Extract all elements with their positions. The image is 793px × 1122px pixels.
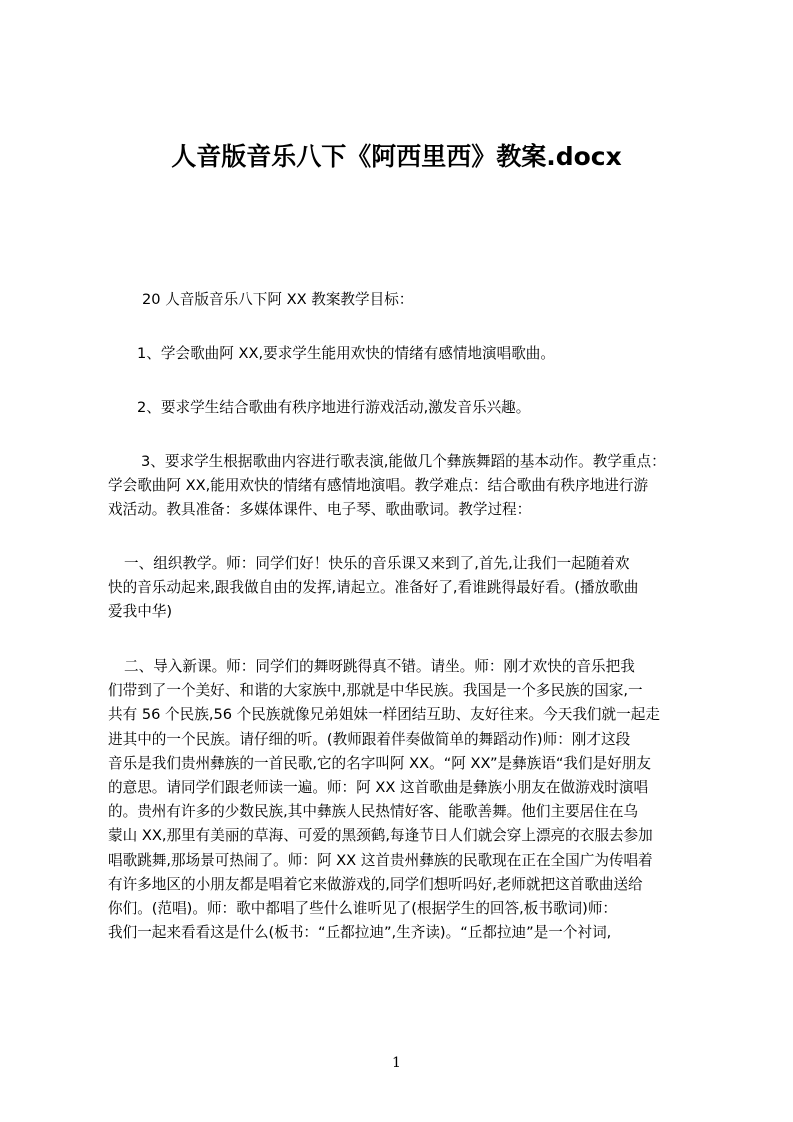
text-line: 音乐是我们贵州彝族的一首民歌,它的名字叫阿 XX。“阿 XX”是彝族语“我们是好朋友	[108, 754, 651, 772]
text-line: 戏活动。教具准备：多媒体课件、电子琴、歌曲歌词。教学过程：	[108, 501, 532, 519]
text-line: 有许多地区的小朋友都是唱着它来做游戏的,同学们想听吗好,老师就把这首歌曲送给	[108, 875, 643, 893]
text-line: 蒙山 XX,那里有美丽的草海、可爱的黑颈鹤,每逢节日人们就会穿上漂亮的衣服去参加	[108, 827, 653, 845]
paragraph-objectives-heading	[108, 288, 413, 312]
text-line: 2、要求学生结合歌曲有秩序地进行游戏活动,激发音乐兴趣。	[137, 399, 531, 416]
text-line: 1、学会歌曲阿 XX,要求学生能用欢快的情绪有感情地演唱歌曲。	[137, 345, 555, 362]
document-title: 人音版音乐八下《阿西里西》教案.docx	[171, 142, 622, 171]
text-line: 学会歌曲阿 XX,能用欢快的情绪有感情地演唱。教学难点：结合歌曲有秩序地进行游	[108, 477, 649, 495]
paragraph-step-1	[108, 552, 638, 625]
text-line: 共有 56 个民族,56 个民族就像兄弟姐妹一样团结互助、友好往来。今天我们就一起走	[108, 706, 660, 724]
text-line: 二、导入新课。师：同学们的舞呀跳得真不错。请坐。师：刚才欢快的音乐把我	[124, 658, 635, 675]
text-line: 我们一起来看看这是什么(板书：“丘都拉迪”,生齐读)。“丘都拉迪”是一个衬词,	[108, 924, 612, 942]
paragraph-step-2	[108, 655, 660, 945]
page-number: 1	[392, 1055, 401, 1071]
text-line: 20 人音版音乐八下阿 XX 教案教学目标：	[142, 291, 414, 308]
text-line: 快的音乐动起来,跟我做自由的发挥,请起立。准备好了,看谁跳得最好看。(播放歌曲	[108, 579, 639, 597]
text-line: 一、组织教学。师：同学们好！快乐的音乐课又来到了,首先,让我们一起随着欢	[124, 555, 630, 572]
paragraph-objective-2	[108, 396, 530, 420]
paragraph-objective-3	[108, 450, 666, 523]
text-line: 你们。(范唱)。师：歌中都唱了些什么谁听见了(根据学生的回答,板书歌词)师：	[108, 899, 618, 917]
text-line: 唱歌跳舞,那场景可热闹了。师：阿 XX 这首贵州彝族的民歌现在正在全国广为传唱着	[108, 851, 653, 869]
paragraph-objective-1	[108, 342, 555, 366]
text-line: 们带到了一个美好、和谐的大家族中,那就是中华民族。我国是一个多民族的国家,一	[108, 682, 643, 700]
text-line: 爱我中华)	[108, 603, 173, 621]
text-line: 进其中的一个民族。请仔细的听。(教师跟着伴奏做简单的舞蹈动作)师：刚才这段	[108, 730, 631, 748]
text-line: 的。贵州有许多的少数民族,其中彝族人民热情好客、能歌善舞。他们主要居住在乌	[108, 803, 639, 821]
text-line: 3、要求学生根据歌曲内容进行歌表演,能做几个彝族舞蹈的基本动作。教学重点：	[141, 453, 666, 470]
text-line: 的意思。请同学们跟老师读一遍。师：阿 XX 这首歌曲是彝族小朋友在做游戏时演唱	[108, 778, 649, 796]
